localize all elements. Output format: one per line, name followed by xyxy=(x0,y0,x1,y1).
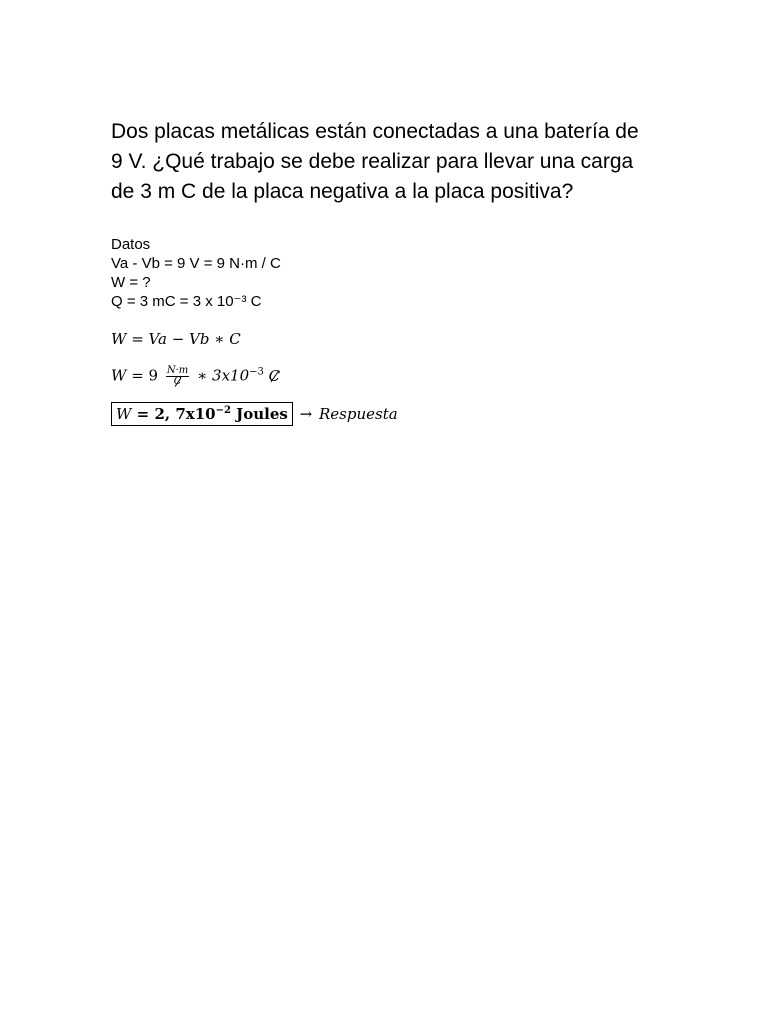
data-section xyxy=(111,235,281,311)
eq2-mid: ∗ 3x10 xyxy=(197,366,250,385)
eq2-lhs: W xyxy=(111,366,127,385)
equation-result xyxy=(111,402,398,426)
eq3-value: = 2, 7x10 xyxy=(136,405,216,423)
eq3-unit: Joules xyxy=(236,405,288,423)
eq3-exponent: −2 xyxy=(215,405,231,416)
data-heading: Datos xyxy=(111,236,151,253)
charge-line: Q = 3 mC = 3 x 10⁻³ C xyxy=(111,293,262,310)
equation-work-formula xyxy=(111,330,241,348)
work-unknown-line: W = ? xyxy=(111,274,151,291)
right-arrow-icon: → xyxy=(299,405,313,423)
equation-substitution xyxy=(111,366,280,387)
question-text: Dos placas metálicas están conectadas a una batería de 9 V. ¿Qué trabajo se debe realizar para llevar una carga de 3 m C de la placa negativa a la placa positiva? xyxy=(111,120,639,203)
eq2-exponent: −3 xyxy=(249,366,264,378)
eq1-lhs: W xyxy=(111,330,127,348)
result-box xyxy=(111,402,293,426)
eq3-lhs: W xyxy=(116,405,132,423)
eq2-eq: = 9 xyxy=(131,366,159,385)
voltage-line: Va - Vb = 9 V = 9 N·m / C xyxy=(111,255,281,272)
eq2-unit: C xyxy=(268,366,281,385)
eq2-fraction-numerator: N·m xyxy=(166,365,189,376)
eq2-fraction xyxy=(166,366,189,387)
eq1-rhs: = Va − Vb ∗ C xyxy=(131,330,241,348)
answer-label: Respuesta xyxy=(319,405,398,423)
eq2-fraction-denominator: C xyxy=(173,376,182,387)
